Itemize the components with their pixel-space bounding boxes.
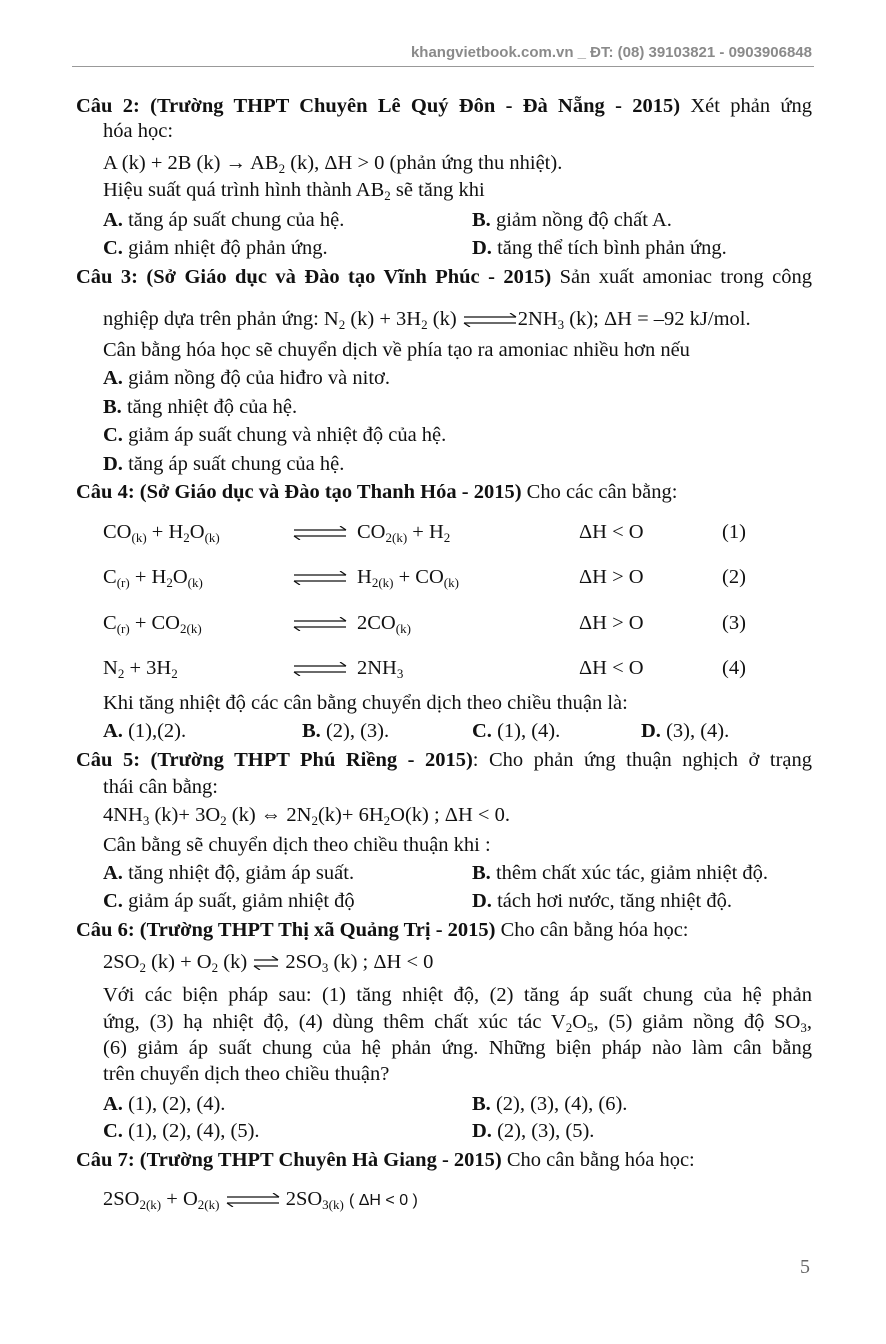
question-6-option-a[interactable] bbox=[103, 1092, 225, 1116]
text: giảm nhiệt độ phản ứng. bbox=[122, 237, 328, 259]
text: : Cho phản ứng thuận nghịch ở trạng bbox=[472, 749, 812, 771]
text: 2NH bbox=[357, 657, 397, 679]
text: trên chuyển dịch theo chiều thuận? bbox=[103, 1063, 390, 1085]
question-6-option-b[interactable] bbox=[472, 1092, 627, 1116]
text: thêm chất xúc tác, giảm nhiệt độ. bbox=[490, 862, 769, 884]
equilibrium-2-right bbox=[357, 565, 459, 589]
question-label: B. bbox=[103, 396, 122, 418]
text: giảm nồng độ chất A. bbox=[490, 209, 672, 231]
text: (4) bbox=[722, 657, 746, 679]
subscript: 2 bbox=[311, 813, 318, 828]
question-3-title bbox=[76, 265, 812, 289]
text: , bbox=[806, 1011, 812, 1033]
equilibrium-3-dh bbox=[579, 611, 644, 635]
question-2-option-c[interactable] bbox=[103, 236, 328, 260]
text: giảm áp suất chung và nhiệt độ của hệ. bbox=[122, 424, 447, 446]
equilibrium-arrow-icon bbox=[252, 951, 280, 973]
subscript: 2 bbox=[171, 666, 178, 681]
subscript: 2(k) bbox=[197, 1197, 220, 1212]
equilibrium-arrow-icon bbox=[292, 656, 348, 680]
question-3-equation bbox=[103, 307, 751, 331]
question-label: D. bbox=[103, 453, 123, 475]
subscript: (k) bbox=[204, 530, 220, 545]
question-label: A. bbox=[103, 209, 123, 231]
equilibrium-arrow-icon bbox=[462, 308, 518, 330]
subscript: 2(k) bbox=[179, 621, 202, 636]
text: C bbox=[103, 566, 117, 588]
question-4-option-c[interactable] bbox=[472, 719, 560, 743]
text: O(k) ; ΔH < 0. bbox=[390, 804, 510, 826]
text: (k) ⇔ 2N bbox=[226, 804, 312, 826]
question-4-option-b[interactable] bbox=[302, 719, 389, 743]
text: (k)+ 6H bbox=[317, 804, 384, 826]
question-4-stem bbox=[103, 691, 628, 715]
question-label: B. bbox=[472, 1093, 491, 1115]
equilibrium-3-n bbox=[722, 611, 746, 635]
text: O bbox=[172, 566, 188, 588]
subscript: 2 bbox=[139, 960, 146, 975]
text: CO bbox=[103, 521, 132, 543]
subscript: (r) bbox=[116, 621, 130, 636]
text: 2NH bbox=[517, 308, 558, 330]
text: ΔH < O bbox=[579, 657, 644, 679]
question-4-option-d[interactable] bbox=[641, 719, 729, 743]
question-5-option-d[interactable] bbox=[472, 889, 732, 913]
subscript: (k) bbox=[443, 575, 459, 590]
text: (3) bbox=[722, 612, 746, 634]
question-6-paragraph-line-2 bbox=[103, 1010, 812, 1034]
text: thái cân bằng: bbox=[103, 776, 218, 798]
question-5-stem bbox=[103, 833, 491, 857]
question-label: A. bbox=[103, 862, 123, 884]
subscript: 5 bbox=[587, 1020, 594, 1035]
text: (k)+ 3O bbox=[149, 804, 221, 826]
question-label: Câu 3: (Sở Giáo dục và Đào tạo Vĩnh Phúc - 2015) bbox=[76, 266, 552, 288]
question-3-stem bbox=[103, 338, 690, 362]
equilibrium-2-dh bbox=[579, 565, 644, 589]
text: + CO bbox=[129, 612, 180, 634]
question-label: D. bbox=[472, 890, 492, 912]
text: Xét phản ứng bbox=[680, 95, 812, 117]
question-2-option-d[interactable] bbox=[472, 236, 727, 260]
text: tăng áp suất chung của hệ. bbox=[122, 209, 345, 231]
question-label: D. bbox=[641, 720, 661, 742]
text: O bbox=[572, 1011, 587, 1033]
text: ứng, (3) hạ nhiệt độ, (4) dùng thêm chất xúc tác V bbox=[103, 1011, 566, 1033]
question-7-equation bbox=[103, 1187, 418, 1213]
subscript: 2 bbox=[183, 530, 190, 545]
text: ΔH > O bbox=[579, 566, 644, 588]
text: Cho cân bằng hóa học: bbox=[501, 1149, 695, 1171]
equilibrium-arrow-icon bbox=[292, 520, 348, 544]
text: (k) bbox=[427, 308, 462, 330]
subscript: 2 bbox=[421, 317, 428, 332]
text: + H bbox=[146, 521, 184, 543]
equilibrium-2-n bbox=[722, 565, 746, 589]
question-2-title-cont bbox=[103, 119, 173, 143]
text: CO bbox=[357, 521, 386, 543]
question-label: C. bbox=[472, 720, 492, 742]
text: giảm áp suất, giảm nhiệt độ bbox=[122, 890, 355, 912]
subscript: 2 bbox=[384, 188, 391, 203]
subscript: 2(k) bbox=[385, 530, 408, 545]
subscript: 2 bbox=[220, 813, 227, 828]
subscript: 2 bbox=[443, 530, 451, 545]
text: tăng thể tích bình phản ứng. bbox=[491, 237, 727, 259]
question-label: C. bbox=[103, 1120, 123, 1142]
question-6-paragraph-line-3 bbox=[103, 1036, 812, 1060]
text: tăng nhiệt độ, giảm áp suất. bbox=[122, 862, 355, 884]
equilibrium-1-dh bbox=[579, 520, 644, 544]
question-label: D. bbox=[472, 1120, 492, 1142]
equilibrium-4-n bbox=[722, 656, 746, 680]
subscript: (k) bbox=[131, 530, 147, 545]
question-6-option-d[interactable] bbox=[472, 1119, 594, 1143]
text: (2) bbox=[722, 566, 746, 588]
equilibrium-arrow-icon bbox=[292, 565, 348, 589]
header-divider bbox=[72, 66, 814, 67]
text: , (5) giảm nồng độ SO bbox=[593, 1011, 801, 1033]
text: tăng nhiệt độ của hệ. bbox=[121, 396, 298, 418]
subscript: 3 bbox=[800, 1020, 807, 1035]
equilibrium-arrow-icon bbox=[292, 611, 348, 635]
text: (1), (2), (4), (5). bbox=[122, 1120, 260, 1142]
subscript: 3 bbox=[557, 317, 565, 332]
text: (6) giảm áp suất chung của hệ phản ứng. Những biện pháp nào làm cân bằng bbox=[103, 1037, 812, 1059]
text: A (k) + 2B (k) → AB bbox=[103, 152, 279, 174]
subscript: 2(k) bbox=[139, 1197, 162, 1212]
equilibrium-3-left bbox=[103, 611, 202, 635]
question-3-option-a[interactable] bbox=[103, 366, 390, 390]
question-6-title bbox=[76, 918, 689, 942]
text: (k); ΔH = –92 kJ/mol. bbox=[564, 308, 751, 330]
text: (2), (3). bbox=[320, 720, 390, 742]
equilibrium-1-right bbox=[357, 520, 450, 544]
subscript: 2(k) bbox=[371, 575, 394, 590]
question-5-option-c[interactable] bbox=[103, 889, 355, 913]
text: (2), (3), (4), (6). bbox=[490, 1093, 628, 1115]
question-6-paragraph-line-4 bbox=[103, 1062, 389, 1086]
text: (k) ; ΔH < 0 bbox=[328, 951, 434, 973]
question-label: Câu 7: (Trường THPT Chuyên Hà Giang - 2015) bbox=[76, 1149, 502, 1171]
text: 2SO bbox=[103, 951, 140, 973]
question-label: B. bbox=[472, 862, 491, 884]
text: 2SO bbox=[280, 951, 322, 973]
question-5-option-b[interactable] bbox=[472, 861, 768, 885]
question-3-option-b[interactable] bbox=[103, 395, 297, 419]
text: + H bbox=[407, 521, 444, 543]
page-header: khangvietbook.com.vn _ ĐT: (08) 39103821 - 0903906848 bbox=[410, 44, 812, 61]
text: tăng áp suất chung của hệ. bbox=[122, 453, 345, 475]
equilibrium-1-left bbox=[103, 520, 220, 544]
question-label: Câu 5: (Trường THPT Phú Riềng - 2015) bbox=[76, 749, 473, 771]
text: nghiệp dựa trên phản ứng: N bbox=[103, 308, 339, 330]
equilibrium-4-dh bbox=[579, 656, 644, 680]
text: + CO bbox=[393, 566, 444, 588]
question-3-option-d[interactable] bbox=[103, 452, 344, 476]
text: (1),(2). bbox=[122, 720, 187, 742]
text: 4NH bbox=[103, 804, 143, 826]
text: Cân bằng hóa học sẽ chuyển dịch về phía tạo ra amoniac nhiều hơn nếu bbox=[103, 339, 690, 361]
subscript: 2 bbox=[278, 161, 286, 176]
text: Hiệu suất quá trình hình thành AB bbox=[103, 179, 385, 201]
question-label: D. bbox=[472, 237, 492, 259]
question-5-title-cont bbox=[103, 775, 218, 799]
text: (k), ΔH > 0 (phản ứng thu nhiệt). bbox=[285, 152, 563, 174]
question-5-equation bbox=[103, 803, 510, 827]
question-label: C. bbox=[103, 890, 123, 912]
question-5-title bbox=[76, 748, 812, 772]
text: + 3H bbox=[124, 657, 172, 679]
question-label: B. bbox=[472, 209, 491, 231]
subscript: 2 bbox=[211, 960, 219, 975]
text: 2SO bbox=[103, 1188, 140, 1210]
question-6-option-c[interactable] bbox=[103, 1119, 260, 1143]
text: (3), (4). bbox=[660, 720, 730, 742]
text: Cân bằng sẽ chuyển dịch theo chiều thuận khi : bbox=[103, 834, 491, 856]
equilibrium-1-n bbox=[722, 520, 746, 544]
text: Khi tăng nhiệt độ các cân bằng chuyển dịch theo chiều thuận là: bbox=[103, 692, 628, 714]
question-4-title bbox=[76, 480, 677, 504]
text: sẽ tăng khi bbox=[390, 179, 485, 201]
question-label: Câu 2: (Trường THPT Chuyên Lê Quý Đôn - Đà Nẵng - 2015) bbox=[76, 95, 681, 117]
question-label: B. bbox=[302, 720, 321, 742]
subscript: 2 bbox=[166, 575, 173, 590]
subscript: 3(k) bbox=[322, 1197, 344, 1212]
question-2-option-a[interactable] bbox=[103, 208, 344, 232]
question-label: A. bbox=[103, 720, 123, 742]
text: (2), (3), (5). bbox=[491, 1120, 595, 1142]
question-label: Câu 4: (Sở Giáo dục và Đào tạo Thanh Hóa - 2015) bbox=[76, 481, 522, 503]
question-label: C. bbox=[103, 237, 123, 259]
subscript: (k) bbox=[187, 575, 203, 590]
subscript: 2 bbox=[117, 666, 125, 681]
text: H bbox=[357, 566, 372, 588]
question-6-equation bbox=[103, 950, 433, 974]
question-2-stem bbox=[103, 178, 485, 202]
text: (k) + 3H bbox=[345, 308, 422, 330]
question-2-equation bbox=[103, 151, 562, 175]
equilibrium-4-right bbox=[357, 656, 403, 680]
text: (k) + O bbox=[145, 951, 212, 973]
subscript: 2 bbox=[565, 1020, 573, 1035]
equilibrium-3-right bbox=[357, 611, 411, 635]
question-6-paragraph-line-1 bbox=[103, 983, 812, 1007]
text: (1) bbox=[722, 521, 746, 543]
question-2-option-b[interactable] bbox=[472, 208, 672, 232]
text: + O bbox=[161, 1188, 198, 1210]
question-label: Câu 6: (Trường THPT Thị xã Quảng Trị - 2015) bbox=[76, 919, 496, 941]
subscript: 2 bbox=[383, 813, 391, 828]
subscript: 2 bbox=[338, 317, 346, 332]
equilibrium-arrow-icon bbox=[225, 1188, 281, 1210]
question-7-title bbox=[76, 1148, 695, 1172]
text: hóa học: bbox=[103, 120, 174, 142]
page-number: 5 bbox=[800, 1256, 810, 1278]
enthalpy-note: ( ΔH < 0 ) bbox=[348, 1192, 418, 1209]
text: ΔH < O bbox=[579, 521, 644, 543]
text: 2CO bbox=[357, 612, 396, 634]
subscript: (r) bbox=[116, 575, 130, 590]
subscript: 3 bbox=[396, 666, 404, 681]
text: Sản xuất amoniac trong công bbox=[551, 266, 812, 288]
text: Cho các cân bằng: bbox=[521, 481, 678, 503]
question-label: A. bbox=[103, 367, 123, 389]
text: Cho cân bằng hóa học: bbox=[495, 919, 689, 941]
question-4-option-a[interactable] bbox=[103, 719, 186, 743]
question-label: C. bbox=[103, 424, 123, 446]
text: + H bbox=[129, 566, 167, 588]
text: O bbox=[189, 521, 205, 543]
text: giảm nồng độ của hiđro và nitơ. bbox=[122, 367, 390, 389]
question-3-option-c[interactable] bbox=[103, 423, 446, 447]
subscript: 3 bbox=[321, 960, 329, 975]
text: Với các biện pháp sau: (1) tăng nhiệt độ, (2) tăng áp suất chung của hệ phản bbox=[103, 984, 812, 1006]
question-2-title bbox=[76, 94, 812, 118]
subscript: 3 bbox=[142, 813, 150, 828]
text: C bbox=[103, 612, 117, 634]
text: ΔH > O bbox=[579, 612, 644, 634]
question-5-option-a[interactable] bbox=[103, 861, 354, 885]
question-label: A. bbox=[103, 1093, 123, 1115]
equilibrium-2-left bbox=[103, 565, 203, 589]
text: (1), (2), (4). bbox=[122, 1093, 226, 1115]
text: tách hơi nước, tăng nhiệt độ. bbox=[491, 890, 732, 912]
text: (k) bbox=[218, 951, 253, 973]
subscript: (k) bbox=[395, 621, 411, 636]
text: (1), (4). bbox=[491, 720, 561, 742]
text: 2SO bbox=[280, 1188, 323, 1210]
text: N bbox=[103, 657, 118, 679]
equilibrium-4-left bbox=[103, 656, 178, 680]
